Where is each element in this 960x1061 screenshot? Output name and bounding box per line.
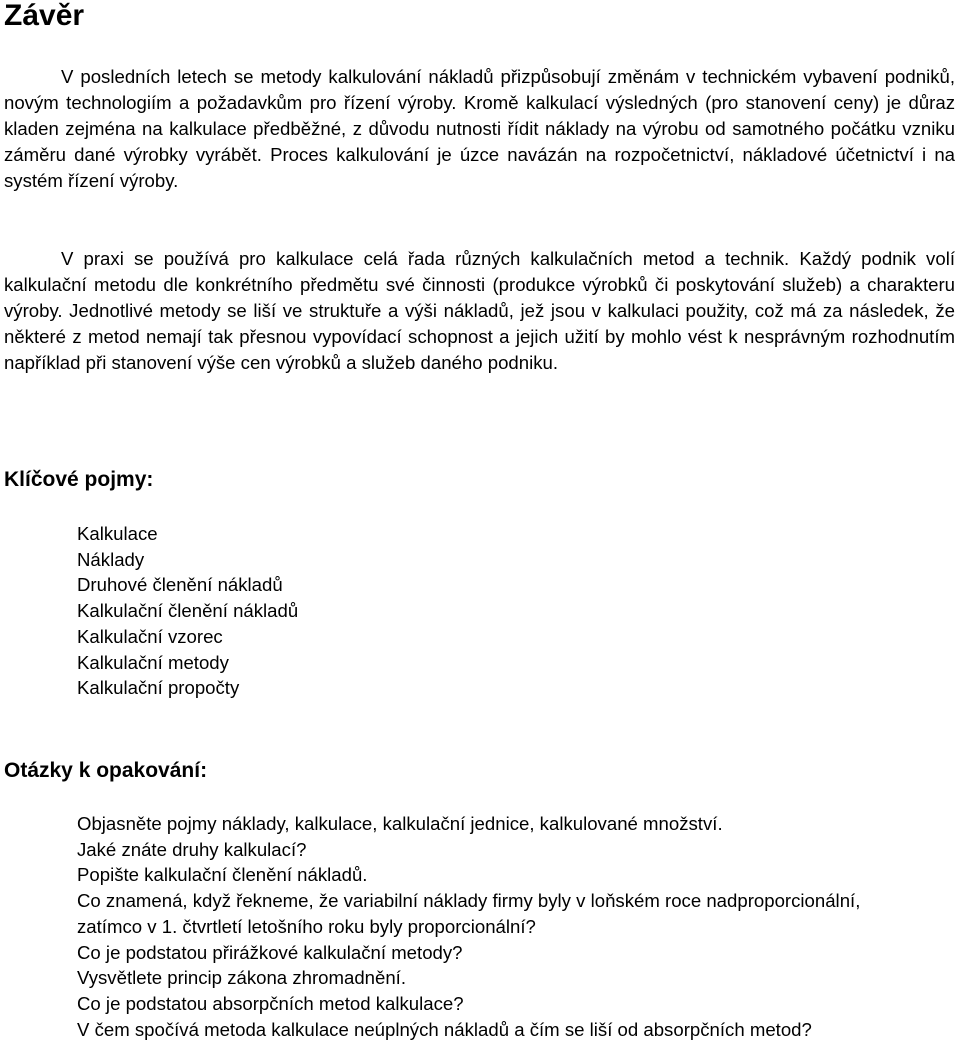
question-item: Co znamená, když řekneme, že variabilní náklady firmy byly v loňském roce nadproporcionální, zatímco v 1. čtvrtletí letošního roku byly proporcionální? [77,890,861,937]
paragraph-2 [4,246,955,376]
question-item: Co je podstatou absorpčních metod kalkulace? [77,992,464,1014]
review-questions-list [77,811,917,1042]
question-item: Popište kalkulační členění nákladů. [77,864,368,886]
question-item: Co je podstatou přirážkové kalkulační metody? [77,941,463,963]
key-term-item: Kalkulační členění nákladů [77,600,299,622]
key-term-item: Kalkulační metody [77,651,229,673]
paragraph-2-text: V praxi se používá pro kalkulace celá řada různých kalkulačních metod a technik. Každý podnik volí kalkulační metodu dle konkrétního předmětu své činnosti (produkce výrobků či poskytování služeb) a charakteru výroby. Jednotlivé metody se liší ve struktuře a výši nákladů, jež jsou v kalkulaci použity, což má za následek, že některé z metod nemají tak přesnou vypovídací schopnost a jejich užití by mohlo vést k nesprávným rozhodnutím například při stanovení výše cen výrobků a služeb daného podniku. [4,248,955,373]
question-item: Vysvětlete princip zákona zhromadnění. [77,967,407,989]
key-term-item: Kalkulační vzorec [77,625,223,647]
key-term-item: Druhové členění nákladů [77,574,283,596]
page-title: Závěr [4,0,85,32]
paragraph-1-text: V posledních letech se metody kalkulování nákladů přizpůsobují změnám v technickém vybavení podniků, novým technologiím a požadavkům pro řízení výroby. Kromě kalkulací výsledných (pro stanovení ceny) je důraz kladen zejména na kalkulace předběžné, z důvodu nutnosti řídit náklady na výrobu od samotného počátku vzniku záměru dané výrobky vyrábět. Proces kalkulování je úzce navázán na rozpočetnictví, nákladové účetnictví i na systém řízení výroby. [4,66,955,191]
question-item: Objasněte pojmy náklady, kalkulace, kalkulační jednice, kalkulované množství. [77,813,723,834]
key-terms-heading: Klíčové pojmy: [4,468,154,491]
paragraph-1 [4,64,955,194]
key-term-item: Kalkulační propočty [77,677,240,699]
review-questions-heading: Otázky k opakování: [4,759,208,782]
key-term-item: Kalkulace [77,523,158,544]
question-item: Jaké znáte druhy kalkulací? [77,838,307,860]
key-term-item: Náklady [77,548,145,570]
question-item: V čem spočívá metoda kalkulace neúplných nákladů a čím se liší od absorpčních metod? [77,1018,812,1040]
key-terms-list [77,521,298,701]
